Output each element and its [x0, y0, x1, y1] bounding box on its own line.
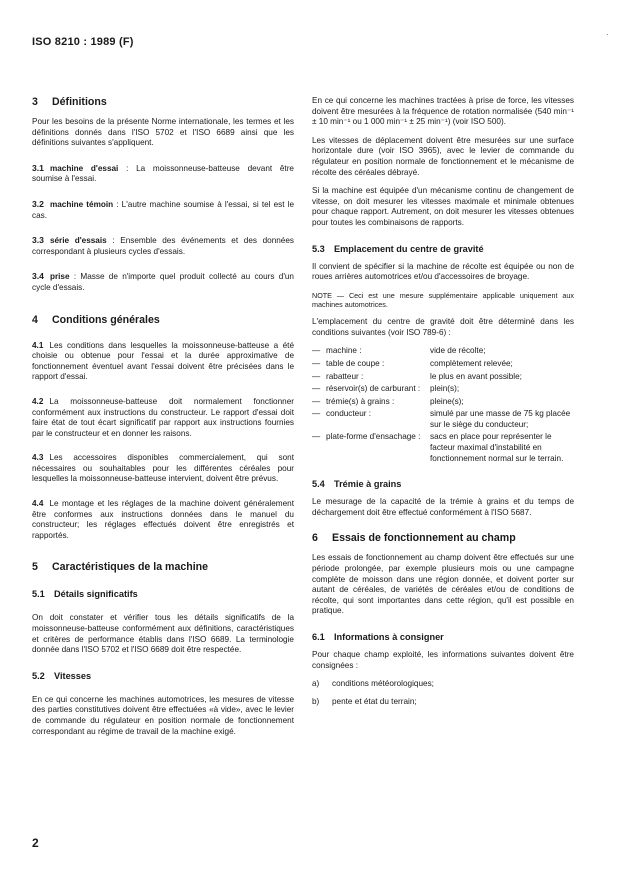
condition-row	[312, 384, 574, 395]
definition-3-3	[32, 235, 294, 257]
section-5-2-heading	[32, 670, 294, 682]
definition-text: : L'autre machine soumise à l'essai, si tel est le cas.	[32, 199, 294, 220]
section-5-1-text: On doit constater et vérifier tous les détails significatifs de la moissonneuse-batteuse conformément aux définitions, caractéristiques et critères de performance établis dans l'ISO 6689. La terminologie donnée dans l'ISO 5702 et l'ISO 6689 doit être respectée.	[32, 613, 294, 655]
definition-3-4	[32, 271, 294, 293]
page-number: 2	[32, 836, 39, 850]
condition-value: plein(s);	[430, 384, 460, 394]
subsection-number: 6.1	[312, 632, 325, 642]
definition-text: : Masse de n'importe quel produit collecté au cours d'un cycle d'essais.	[32, 272, 294, 292]
conditions-list	[312, 346, 574, 464]
condition-label: table de coupe :	[326, 358, 385, 368]
list-text: pente et état du terrain;	[332, 696, 417, 706]
paragraph-number: 4.3	[32, 453, 44, 463]
condition-row	[312, 372, 574, 383]
definition-text: : Ensemble des événements et des données correspondant à plusieurs cycles d'essais.	[32, 236, 295, 256]
condition-row	[312, 359, 574, 370]
condition-value: sacs en place pour représenter le facteur maximal d'instabilité en fonctionnement normal sur le terrain.	[430, 432, 564, 463]
dash: —	[312, 432, 321, 442]
condition-row	[312, 397, 574, 408]
paragraph-travel-speeds: Les vitesses de déplacement doivent être mesurées sur une surface horizontale dure (voir ISO 3965), avec le levier de commande du régulateur en position normale de fonctionnement et le mécanisme de récolte des céréales débrayé.	[312, 135, 574, 177]
section-number: 6	[312, 532, 318, 545]
condition-row	[312, 409, 574, 430]
paragraph-4-1	[32, 341, 294, 383]
condition-row	[312, 346, 574, 357]
list-letter: a)	[312, 679, 320, 689]
section-6-heading	[312, 532, 574, 545]
section-5-3-heading	[312, 243, 574, 255]
paragraph-pto-speeds: En ce qui concerne les machines tractées à prise de force, les vitesses doivent être mesurées à la fréquence de rotation normalisée (540 min⁻¹ ± 10 min⁻¹ ou 1 000 min⁻¹ ± 25 min⁻¹) (voir ISO 500).	[312, 96, 574, 127]
definition-text: : La moissonneuse-batteuse devant être soumise à l'essai.	[32, 163, 294, 184]
condition-value: vide de récolte;	[430, 346, 486, 356]
right-column	[312, 96, 574, 714]
paragraph-variable-speed: Si la machine est équipée d'un mécanisme continu de changement de vitesse, on doit mesurer les vitesses maximale et minimale obtenues pour chaque rapport. Autrement, on doit mesurer les vitesses obtenues pour toutes les combinaisons de rapports.	[312, 186, 574, 227]
definition-number: 3.4	[32, 271, 44, 282]
paragraph-4-3	[32, 453, 294, 485]
condition-value: pleine(s);	[430, 396, 464, 406]
definition-term: prise	[49, 272, 70, 282]
list-item	[312, 679, 574, 690]
subsection-title: Emplacement du centre de gravité	[334, 243, 484, 254]
section-5-2-text: En ce qui concerne les machines automotrices, les mesures de vitesse des parties constitutives doivent être effectuées «à vide», avec le levier de commande du régulateur en position normale de fonctionnement correspondant au régime de travail de la machine exigé.	[32, 694, 294, 736]
section-number: 5	[32, 561, 38, 574]
section-title: Caractéristiques de la machine	[52, 561, 209, 574]
condition-value: simulé par une masse de 75 kg placée sur le siège du conducteur;	[430, 409, 571, 429]
section-5-4-text: Le mesurage de la capacité de la trémie à grains et du temps de déchargement doit être effectué conformément à l'ISO 5687.	[312, 497, 574, 517]
subsection-number: 5.4	[312, 479, 325, 490]
document-reference: ISO 8210 : 1989 (F)	[32, 36, 134, 48]
subsection-number: 5.1	[32, 589, 45, 600]
section-5-1-heading	[32, 588, 294, 600]
condition-label: trémie(s) à grains :	[326, 396, 395, 406]
section-5-3-text: Il convient de spécifier si la machine de récolte est équipée ou non de roues arrières automotrices et/ou d'accessoires de broyage.	[312, 261, 574, 282]
definition-number: 3.1	[32, 162, 44, 173]
paragraph-text: Le montage et les réglages de la machine doivent généralement être conformes aux instructions données dans le manuel du constructeur; les réglages effectués doivent être enregistrés et rapportés.	[32, 499, 294, 540]
section-3-heading	[32, 96, 294, 109]
dash: —	[312, 346, 321, 356]
section-4-heading	[32, 314, 294, 327]
paragraph-number: 4.4	[32, 499, 44, 509]
section-title: Essais de fonctionnement au champ	[332, 532, 516, 545]
list-letter: b)	[312, 696, 320, 706]
definition-number: 3.3	[32, 235, 44, 246]
paragraph-4-4	[32, 499, 294, 541]
paragraph-text: Les accessoires disponibles commercialement, qui sont nécessaires ou souhaitables pour les différentes céréales pour lesquelles la moissonneuse-batteuse intervient, doivent être prévus.	[32, 453, 294, 484]
subsection-number: 5.3	[312, 243, 325, 254]
condition-value: complètement relevée;	[430, 358, 513, 368]
dash: —	[312, 409, 321, 419]
condition-label: machine :	[326, 346, 362, 356]
definition-term: série d'essais	[49, 236, 107, 246]
condition-label: plate-forme d'ensachage :	[326, 432, 421, 442]
dash: —	[312, 358, 321, 368]
definition-term: machine témoin	[49, 199, 114, 209]
section-5-3-note: NOTE — Ceci est une mesure supplémentaire applicable uniquement aux machines automotrices.	[312, 290, 574, 309]
section-6-text: Les essais de fonctionnement au champ doivent être effectués sur une période prolongée, par exemple plusieurs mois ou une campagne complète de moisson dans une région donnée, et doivent porter sur autant de céréales, de variétés de céréales et/ou de conditions de récolte, qui sont importantes dans cette région, qu'il est possible en pratique.	[312, 553, 574, 616]
corner-mark: ·	[606, 30, 609, 39]
section-6-1-text: Pour chaque champ exploité, les informations suivantes doivent être consignées :	[312, 650, 574, 670]
section-title: Conditions générales	[52, 313, 160, 326]
paragraph-number: 4.2	[32, 396, 44, 406]
dash: —	[312, 371, 321, 381]
subsection-title: Informations à consigner	[334, 632, 444, 642]
subsection-title: Vitesses	[54, 670, 92, 681]
subsection-number: 5.2	[32, 670, 45, 681]
definition-term: machine d'essai	[49, 163, 119, 173]
section-5-4-heading	[312, 478, 574, 490]
section-number: 3	[32, 96, 38, 108]
paragraph-text: Les conditions dans lesquelles la moissonneuse-batteuse a été choisie ou obtenue pour l'essai et la durée approximative de fonctionnement éventuel avant l'essai doivent être précisées dans le rapport d'essai.	[32, 340, 294, 382]
condition-label: réservoir(s) de carburant :	[326, 384, 421, 394]
condition-row	[312, 432, 574, 464]
section-5-3-intro: L'emplacement du centre de gravité doit être déterminé dans les conditions suivantes (voir ISO 789-6) :	[312, 317, 574, 337]
condition-label: rabatteur :	[326, 371, 364, 381]
left-column	[32, 96, 294, 745]
definition-3-2	[32, 199, 294, 221]
paragraph-number: 4.1	[32, 340, 44, 350]
list-text: conditions météorologiques;	[332, 679, 434, 689]
section-5-heading	[32, 561, 294, 574]
definition-3-1	[32, 163, 294, 185]
condition-value: le plus en avant possible;	[430, 371, 522, 381]
list-item	[312, 697, 574, 708]
subsection-title: Trémie à grains	[334, 479, 402, 490]
section-3-intro: Pour les besoins de la présente Norme internationale, les termes et les définitions donnés dans l'ISO 5702 et l'ISO 6689 ainsi que les définitions suivantes s'appliquent.	[32, 117, 294, 148]
definition-number: 3.2	[32, 198, 44, 209]
section-title: Définitions	[52, 96, 107, 108]
paragraph-4-2	[32, 397, 294, 439]
condition-label: conducteur :	[326, 409, 372, 419]
subsection-title: Détails significatifs	[54, 589, 138, 600]
dash: —	[312, 396, 321, 406]
section-6-1-heading	[312, 631, 574, 643]
dash: —	[312, 384, 321, 394]
paragraph-text: La moissonneuse-batteuse doit normalement fonctionner conformément aux instructions du constructeur. Le rapport d'essai doit faire état de tout écart significatif par rapport aux instructions fournies par le constructeur et en donner les raisons.	[32, 396, 294, 438]
section-number: 4	[32, 313, 38, 326]
